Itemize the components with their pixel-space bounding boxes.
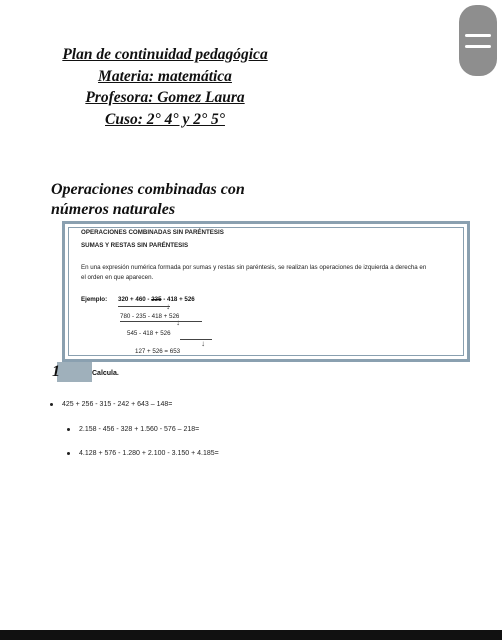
bottom-bar [0,630,502,640]
down-arrow-icon: ↓ [166,302,170,311]
exercise-item-1: 425 + 256 - 315 - 242 + 643 – 148= [50,401,172,408]
down-arrow-icon: ↓ [201,339,205,348]
example-step-2: 545 - 418 + 526 [127,330,171,337]
bullet-icon [67,452,70,455]
exercise-item-2: 2.158 - 456 - 328 + 1.560 - 576 – 218= [67,426,199,433]
underline-2 [120,321,202,322]
bullet-icon [67,428,70,431]
header-subject: Materia: matemática [98,67,232,85]
exercise-instruction: Calcula. [92,370,119,377]
underline-1 [118,306,170,307]
example-step-1: 780 - 235 - 418 + 526 [120,313,180,320]
exercise-item-3: 4.128 + 576 - 1.280 + 2.100 - 3.150 + 4.185= [67,450,219,457]
document-header [0,44,330,130]
exercise-number: 1 [52,363,60,380]
bullet-icon [50,403,53,406]
section-title: Operaciones combinadas con números naturales [51,181,245,218]
down-arrow-icon: ↓ [176,318,180,327]
example-step-3: 127 + 526 = 653 [135,348,181,355]
example-label: Ejemplo: [81,296,108,303]
underline-3 [180,339,212,340]
hamburger-menu-button[interactable] [459,5,497,76]
header-plan: Plan de continuidad pedagógica [62,46,268,63]
box-title: OPERACIONES COMBINADAS SIN PARÉNTESIS [81,229,224,236]
example-expression: 320 + 460 - 235 - 418 + 526 [118,296,195,303]
header-teacher: Profesora: Gomez Laura [85,89,245,106]
box-paragraph: En una expresión numérica formada por sumas y restas sin paréntesis, se realizan las operaciones de izquierda a derecha en el orden en que aparecen. [81,264,427,281]
hamburger-icon [465,34,491,37]
box-subtitle: SUMAS Y RESTAS SIN PARÉNTESIS [81,242,189,249]
header-course: Cuso: 2° 4° y 2° 5° [105,110,225,128]
